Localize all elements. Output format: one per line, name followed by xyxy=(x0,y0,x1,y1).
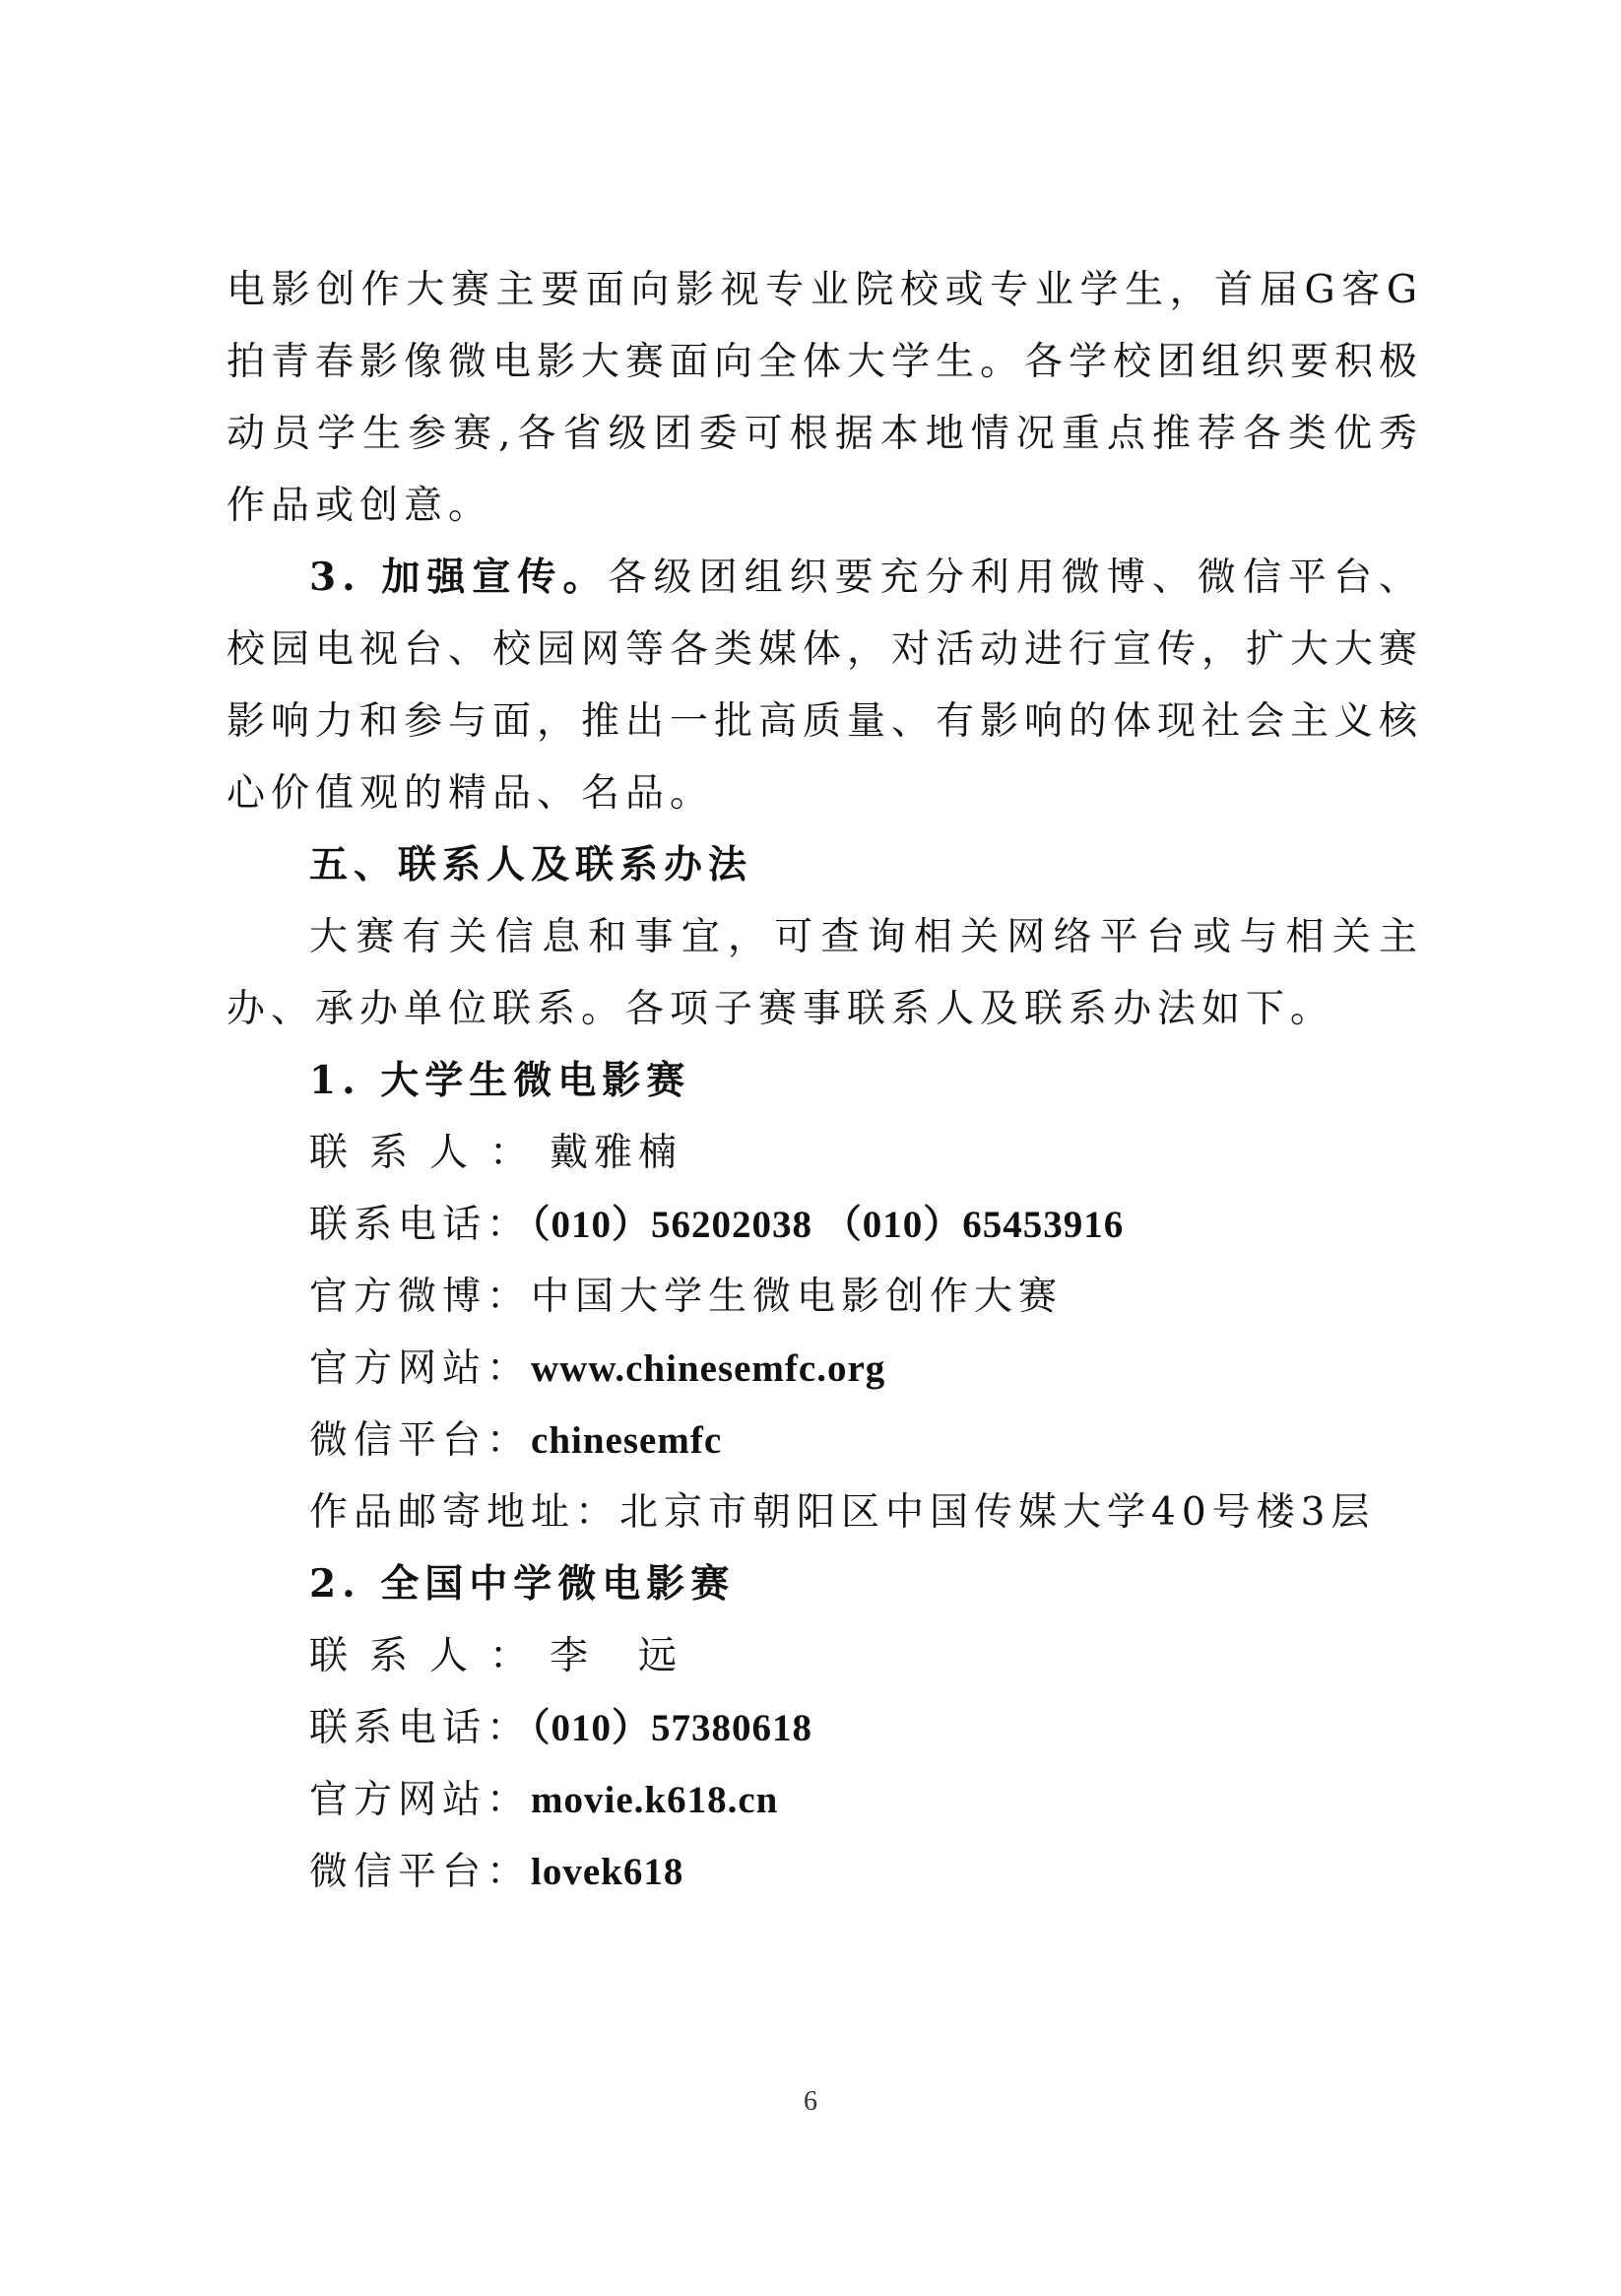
contest1-weibo xyxy=(227,1261,1423,1333)
page-number: 6 xyxy=(804,2086,817,2117)
contest1-website xyxy=(227,1333,1423,1405)
contest1-website-value: www.chinesemfc.org xyxy=(531,1347,886,1390)
contest1-wechat-label: 微信平台： xyxy=(309,1418,532,1463)
publicity-body: 各级团组织要充分利用微博、微信平台、校园电视台、校园网等各类媒体，对活动进行宣传，扩大大赛影响力和参与面，推出一批高质量、有影响的体现社会主义核心价值观的精品、名品。 xyxy=(227,556,1424,816)
paragraph-contacts-intro: 大赛有关信息和事宜，可查询相关网络平台或与相关主办、承办单位联系。各项子赛事联系人及联系办法如下。 xyxy=(227,915,1423,1031)
contest1-address-value: 北京市朝阳区中国传媒大学40号楼3层 xyxy=(619,1490,1376,1535)
paragraph-participation: 电影创作大赛主要面向影视专业院校或专业学生，首届G客G拍青春影像微电影大赛面向全体大学生。各学校团组织要积极动员学生参赛,各省级团委可根据本地情况重点推荐各类优秀作品或创意。 xyxy=(227,268,1424,528)
contest1-phone xyxy=(227,1189,1423,1261)
contest2-title: 2. 全国中学微电影赛 xyxy=(309,1561,736,1607)
contest1-contact-value: 戴雅楠 xyxy=(550,1131,683,1175)
section-title-contacts: 五、联系人及联系办法 xyxy=(309,842,753,887)
contest1-wechat xyxy=(227,1405,1423,1476)
contest1-contact xyxy=(227,1117,1423,1189)
contest1-weibo-label: 官方微博： xyxy=(309,1275,532,1319)
contest1-phone-value: （010）56202038 （010）65453916 xyxy=(531,1204,1125,1246)
contest1-address-label: 作品邮寄地址： xyxy=(309,1490,620,1535)
contest2-website xyxy=(227,1764,1423,1836)
contest2-phone-value: （010）57380618 xyxy=(531,1707,813,1749)
contest2-wechat xyxy=(227,1836,1423,1908)
publicity-lead: 3. 加强宣传。 xyxy=(309,555,609,600)
contest1-phone-label: 联系电话： xyxy=(309,1203,532,1247)
contest2-contact xyxy=(227,1620,1423,1692)
contest2-website-value: movie.k618.cn xyxy=(531,1779,779,1821)
contest2-wechat-value: lovek618 xyxy=(531,1851,684,1893)
paragraph-publicity xyxy=(227,542,1423,829)
contest2-phone-label: 联系电话： xyxy=(309,1706,532,1750)
contest2-wechat-label: 微信平台： xyxy=(309,1850,532,1894)
contest1-wechat-value: chinesemfc xyxy=(531,1419,723,1462)
contest2-website-label: 官方网站： xyxy=(309,1778,532,1822)
contest1-contact-label: 联系人： xyxy=(309,1131,551,1175)
contest1-title: 1. 大学生微电影赛 xyxy=(309,1058,691,1103)
contest1-weibo-value: 中国大学生微电影创作大赛 xyxy=(531,1275,1064,1319)
contest2-contact-value: 李 远 xyxy=(550,1634,683,1678)
contest1-website-label: 官方网站： xyxy=(309,1346,532,1391)
contest2-phone xyxy=(227,1692,1423,1764)
document-body xyxy=(227,254,1423,1908)
contest2-contact-label: 联系人： xyxy=(309,1634,551,1678)
contest1-address xyxy=(227,1476,1423,1548)
